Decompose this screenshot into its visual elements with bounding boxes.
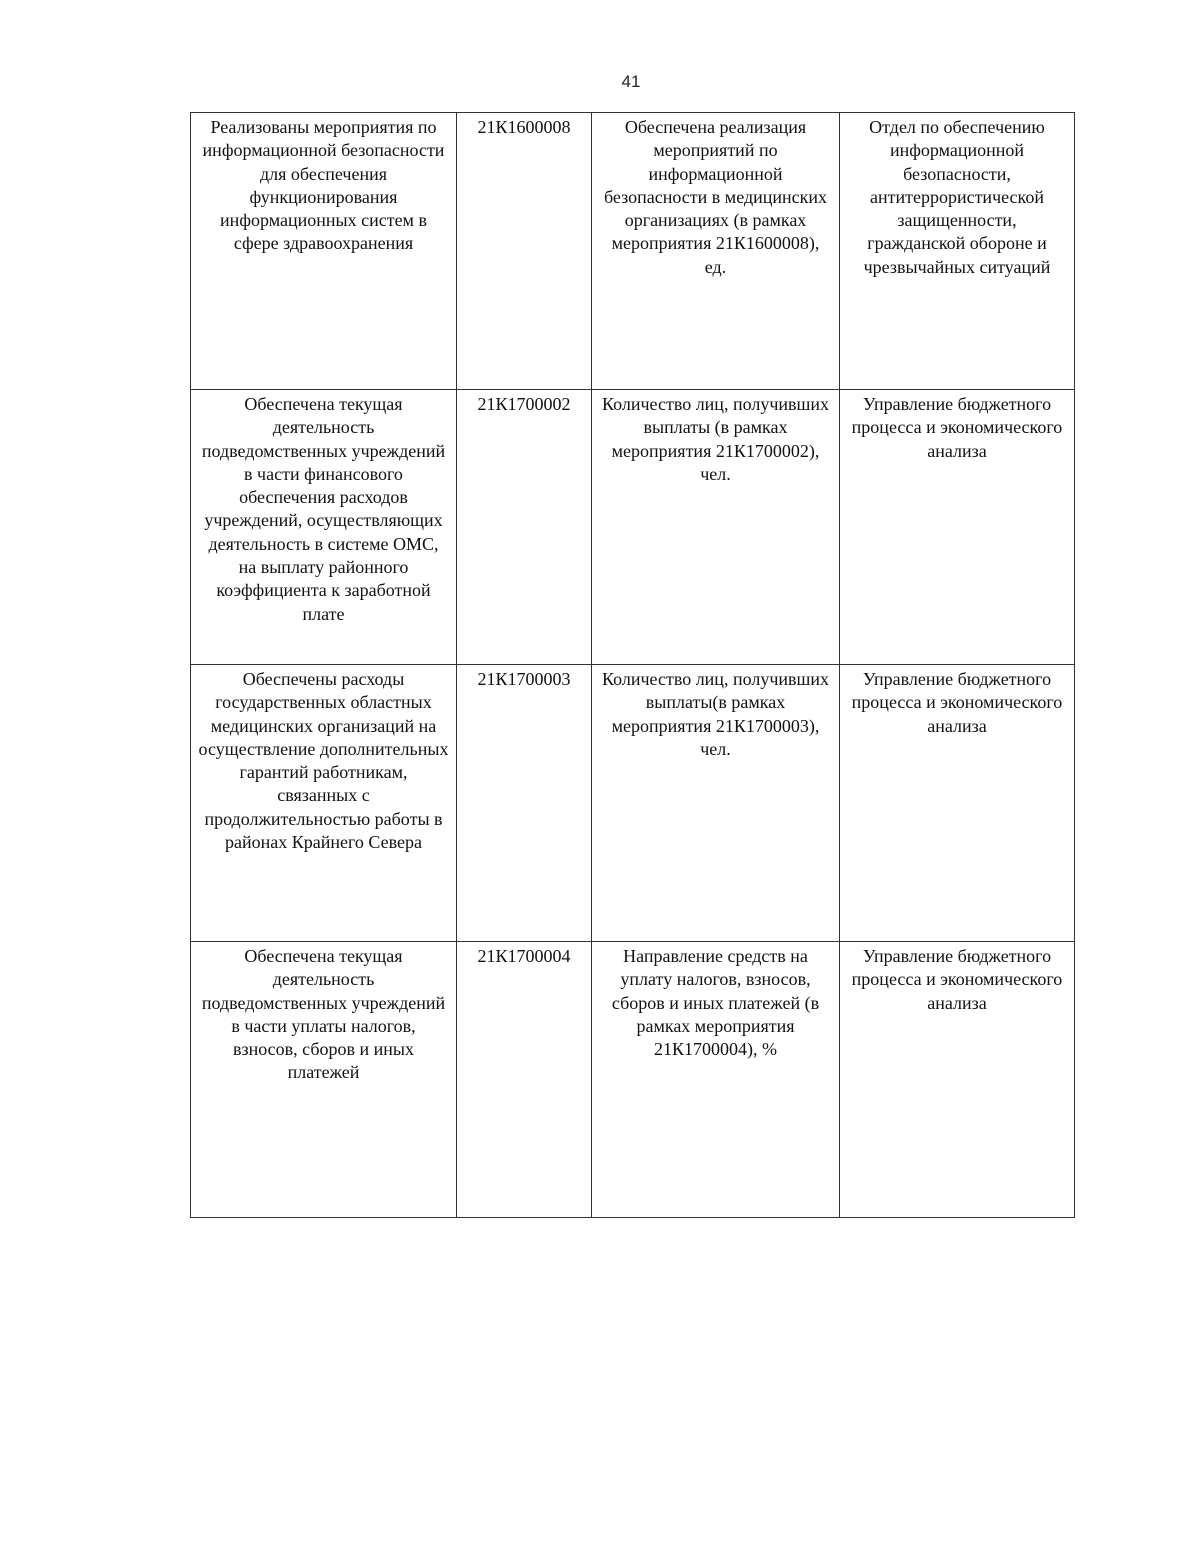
responsible-cell: Управление бюджетного процесса и экономического анализа [840,942,1075,1218]
code-cell: 21К1700003 [457,665,592,942]
indicator-cell: Обеспечена реализация мероприятий по информационной безопасности в медицинских организациях (в рамках мероприятия 21К1600008), ед. [592,113,840,390]
result-cell: Обеспечена текущая деятельность подведомственных учреждений в части финансового обеспечения расходов учреждений, осуществляющих деятельность в системе ОМС, на выплату районного коэффициента к заработной плате [191,390,457,665]
result-cell: Обеспечены расходы государственных областных медицинских организаций на осуществление дополнительных гарантий работникам, связанных с продолжительностью работы в районах Крайнего Севера [191,665,457,942]
indicator-cell: Количество лиц, получивших выплаты(в рамках мероприятия 21К1700003), чел. [592,665,840,942]
code-cell: 21К1700004 [457,942,592,1218]
result-cell: Реализованы мероприятия по информационной безопасности для обеспечения функционирования информационных систем в сфере здравоохранения [191,113,457,390]
responsible-cell: Управление бюджетного процесса и экономического анализа [840,665,1075,942]
table-row [191,942,1075,1218]
responsible-cell: Отдел по обеспечению информационной безопасности, антитеррористической защищенности, гражданской обороне и чрезвычайных ситуаций [840,113,1075,390]
table-row [191,113,1075,390]
indicator-cell: Количество лиц, получивших выплаты (в рамках мероприятия 21К1700002), чел. [592,390,840,665]
measures-table [190,112,1075,1218]
responsible-cell: Управление бюджетного процесса и экономического анализа [840,390,1075,665]
indicator-cell: Направление средств на уплату налогов, взносов, сборов и иных платежей (в рамках мероприятия 21К1700004), % [592,942,840,1218]
code-cell: 21К1600008 [457,113,592,390]
page-number: 41 [621,72,641,91]
code-cell: 21К1700002 [457,390,592,665]
result-cell: Обеспечена текущая деятельность подведомственных учреждений в части уплаты налогов, взносов, сборов и иных платежей [191,942,457,1218]
table-row [191,390,1075,665]
table-row [191,665,1075,942]
